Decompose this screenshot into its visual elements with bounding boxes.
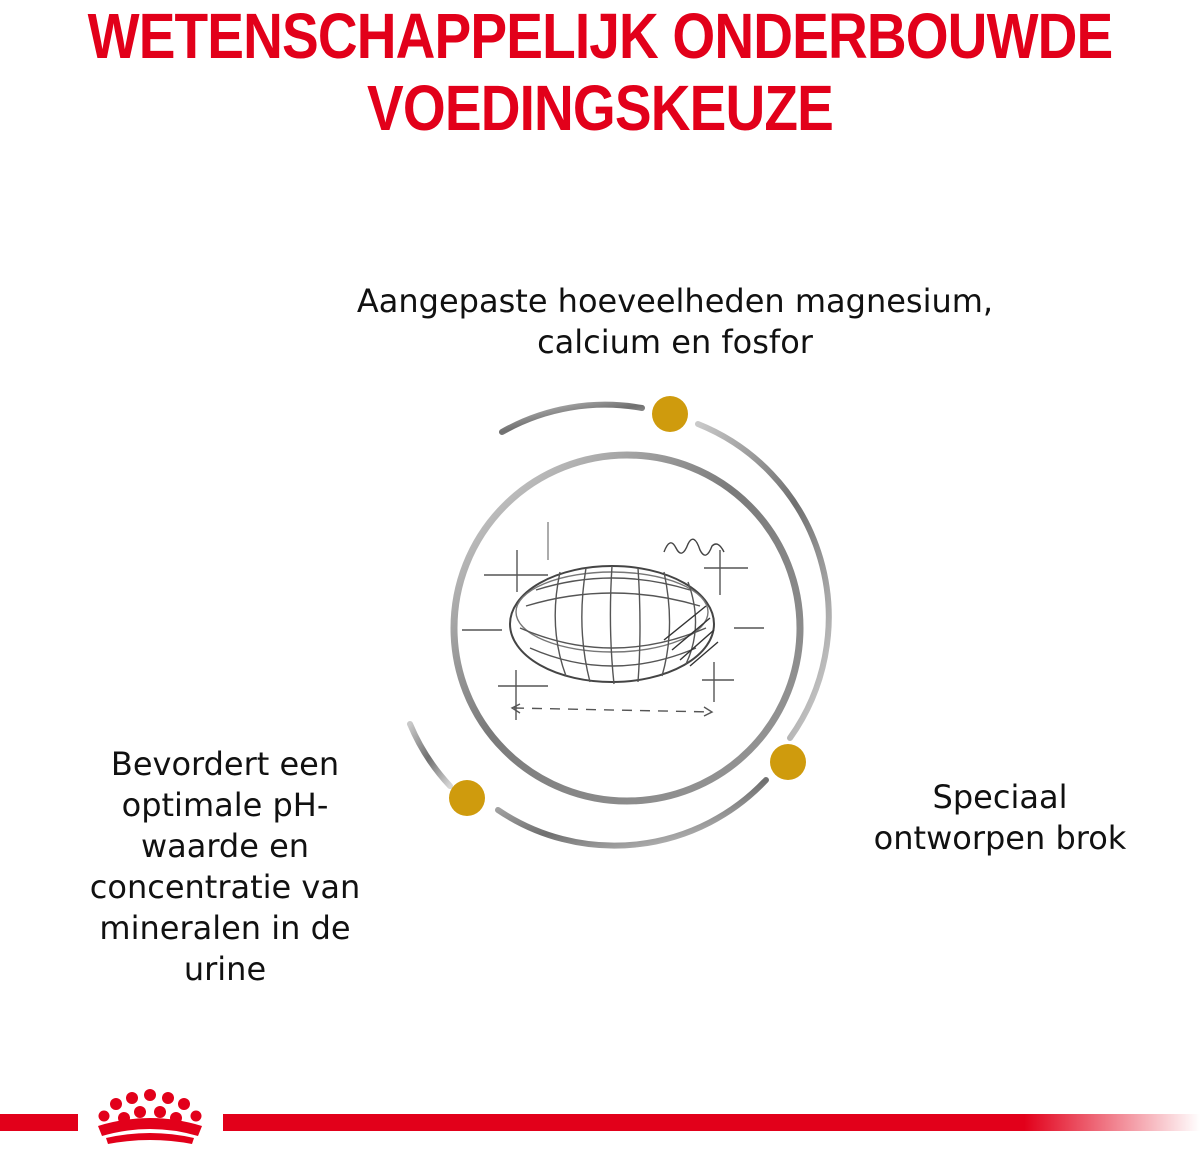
royal-canin-crown-logo [84,1088,214,1148]
benefit-top-line: calcium en fosfor [537,323,813,361]
outer-ring-arc [698,424,829,738]
accent-dot-top [652,396,688,432]
outer-ring [410,405,829,846]
benefit-left-line: optimale pH- [121,786,329,824]
headline-line-2: VOEDINGSKEUZE [367,72,833,144]
accent-dot-left [449,780,485,816]
accent-dot-right [770,744,806,780]
outer-ring-arc [410,724,450,786]
benefit-left-line: mineralen in de [99,909,351,947]
benefit-left-line: Bevordert een [110,745,340,783]
benefit-right-line: ontworpen brok [873,819,1127,857]
footer-bar-left [0,1114,78,1131]
benefit-left-line: urine [183,950,267,988]
footer-bar-right [223,1114,1200,1131]
benefit-left-line: waarde en [140,827,310,865]
outer-ring-arc [502,405,642,432]
outer-ring-arc [498,780,766,846]
benefit-top-line: Aangepaste hoeveelheden magnesium, [356,282,994,320]
benefit-right-line: Speciaal [932,778,1068,816]
kibble-sketch-icon [462,522,764,720]
headline-line-1: WETENSCHAPPELIJK ONDERBOUWDE [87,0,1113,72]
benefit-left-line: concentratie van [89,868,361,906]
